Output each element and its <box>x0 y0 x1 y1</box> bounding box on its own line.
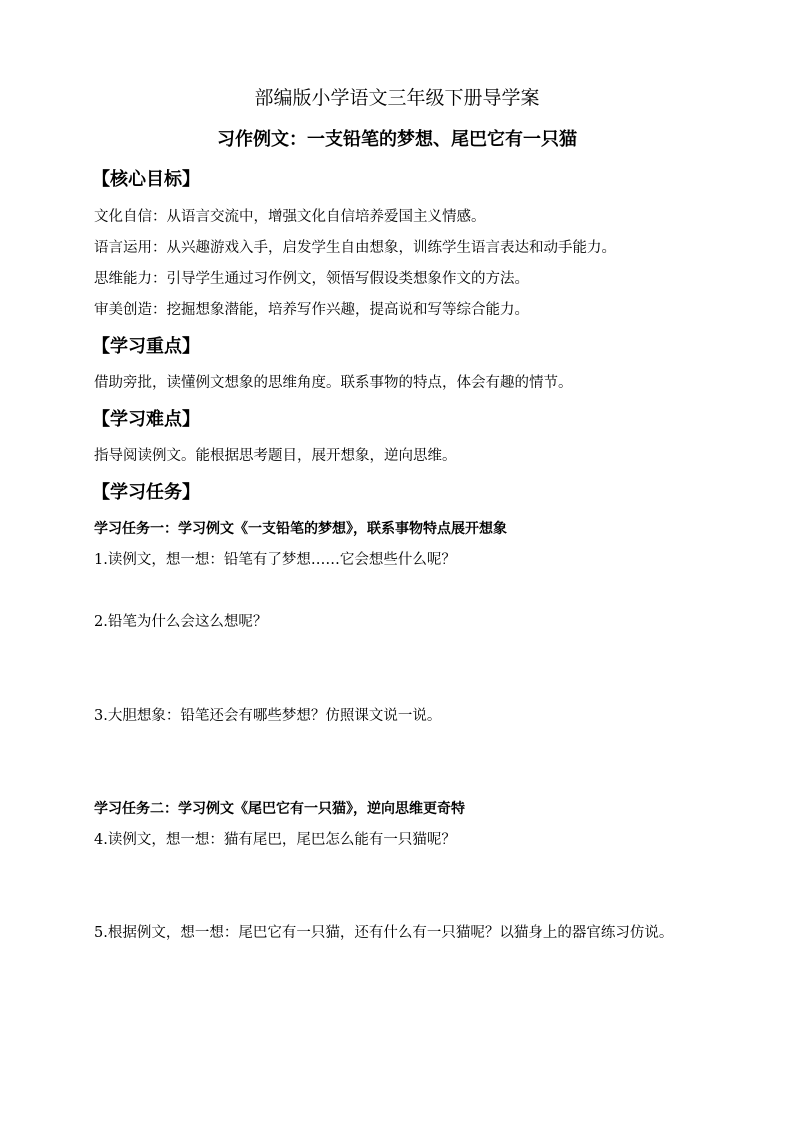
section-heading-core-goals: 【核心目标】 <box>92 169 200 190</box>
question-4: 4.读例文，想一想：猫有尾巴，尾巴怎么能有一只猫呢？ <box>94 832 456 848</box>
section-heading-difficulties: 【学习难点】 <box>92 409 200 430</box>
task-1-title: 学习任务一：学习例文《一支铅笔的梦想》，联系事物特点展开想象 <box>94 521 507 537</box>
question-2: 2.铅笔为什么会这么想呢？ <box>94 614 268 630</box>
key-points-text: 借助旁批，读懂例文想象的思维角度。联系事物的特点，体会有趣的情节。 <box>94 375 573 391</box>
core-goal-item: 思维能力：引导学生通过习作例文，领悟写假设类想象作文的方法。 <box>94 271 529 287</box>
core-goal-item: 文化自信：从语言交流中，增强文化自信培养爱国主义情感。 <box>94 209 486 225</box>
task-2-title: 学习任务二：学习例文《尾巴它有一只猫》，逆向思维更奇特 <box>94 801 465 817</box>
question-1: 1.读例文，想一想：铅笔有了梦想……它会想些什么呢？ <box>94 552 456 568</box>
question-5: 5.根据例文，想一想：尾巴它有一只猫，还有什么有一只猫呢？以猫身上的器官练习仿说。 <box>94 925 674 941</box>
core-goal-item: 语言运用：从兴趣游戏入手，启发学生自由想象，训练学生语言表达和动手能力。 <box>94 240 616 256</box>
section-heading-tasks: 【学习任务】 <box>92 482 200 503</box>
section-heading-key-points: 【学习重点】 <box>92 336 200 357</box>
document-title: 部编版小学语文三年级下册导学案 <box>254 87 540 109</box>
question-3: 3.大胆想象：铅笔还会有哪些梦想？仿照课文说一说。 <box>94 708 442 724</box>
core-goal-item: 审美创造：挖掘想象潜能，培养写作兴趣，提高说和写等综合能力。 <box>94 302 529 318</box>
document-subtitle: 习作例文：一支铅笔的梦想、尾巴它有一只猫 <box>217 129 577 150</box>
difficulties-text: 指导阅读例文。能根据思考题目，展开想象，逆向思维。 <box>94 448 457 464</box>
